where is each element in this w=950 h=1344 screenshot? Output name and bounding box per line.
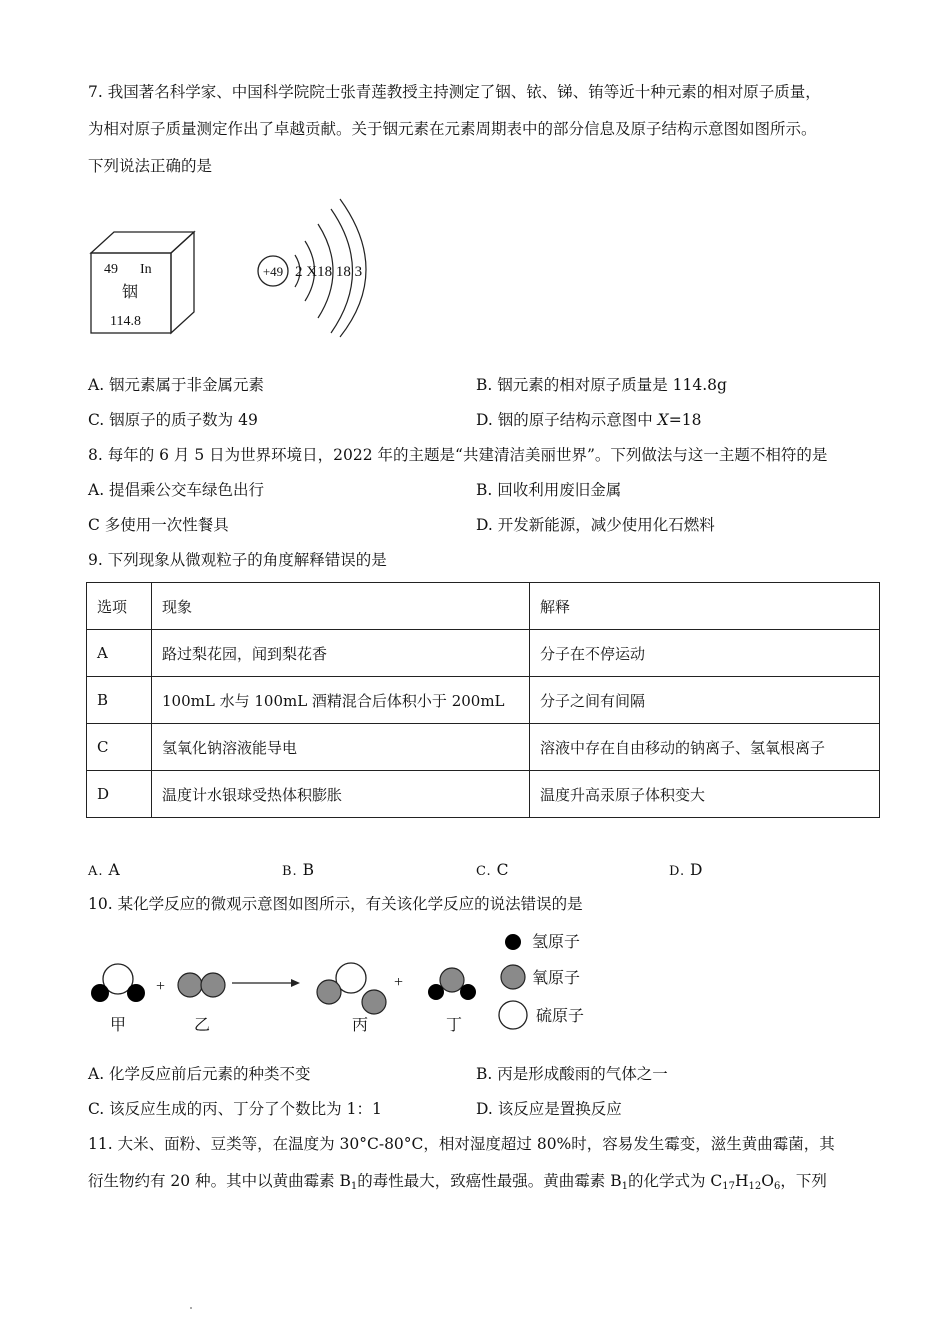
q8-option-a: A. 提倡乘公交车绿色出行 [88, 481, 265, 499]
element-cell-figure [86, 228, 198, 336]
q7-option-a: A. 铟元素属于非金属元素 [88, 376, 265, 394]
atomic-structure-figure [252, 194, 382, 338]
table-row [87, 677, 880, 724]
q10-stem: 10. 某化学反应的微观示意图如图所示，有关该化学反应的说法错误的是 [88, 895, 583, 913]
table-cell: 温度计水银球受热体积膨胀 [152, 771, 530, 818]
q8-option-c: C 多使用一次性餐具 [88, 516, 229, 534]
table-row [87, 771, 880, 818]
table-cell: B [87, 677, 152, 724]
legend-sulfur: 硫原子 [536, 1006, 585, 1025]
q9-stem: 9. 下列现象从微观粒子的角度解释错误的是 [88, 551, 387, 569]
table-cell: 溶液中存在自由移动的钠离子、氢氧根离子 [530, 724, 880, 771]
electron-shells: 2 X18 18 3 [295, 264, 363, 280]
q9-answer-a: A. A [88, 861, 120, 879]
table-cell: C [87, 724, 152, 771]
legend-oxygen: 氧原子 [532, 968, 581, 987]
q8-option-b: B. 回收利用废旧金属 [476, 481, 622, 499]
plus-sign: + [156, 978, 166, 995]
q10-option-b: B. 丙是形成酸雨的气体之一 [476, 1065, 668, 1083]
table-row [87, 724, 880, 771]
q7-option-c: C. 铟原子的质子数为 49 [88, 411, 258, 429]
q7-option-d: D. 铟的原子结构示意图中 X=18 [476, 411, 702, 429]
q11-stem-line-2: 衍生物约有 20 种。其中以黄曲霉素 $B_1$的毒性最大，致癌性最强。黄曲霉素 $B_1$的化学式为 $C_{17}H_{12}O_6$，下列 [88, 1172, 827, 1192]
element-mass: 114.8 [110, 314, 141, 329]
q10-option-c: C. 该反应生成的丙、丁分了个数比为 1：1 [88, 1100, 382, 1118]
table-header-cell: 现象 [152, 583, 530, 630]
plus-sign: + [394, 974, 404, 991]
q11-stem-line-1: 11. 大米、面粉、豆类等，在温度为 30°C-80°C，相对湿度超过 80%时，容易发生霉变，滋生黄曲霉菌，其 [88, 1135, 835, 1153]
q9-table [86, 582, 880, 818]
q7-stem-line-2: 为相对原子质量测定作出了卓越贡献。关于铟元素在元素周期表中的部分信息及原子结构示意图如图所示。 [88, 120, 817, 138]
table-cell: 路过梨花园，闻到梨花香 [152, 630, 530, 677]
label-bing: 丙 [352, 1015, 369, 1034]
q9-answer-d: D. D [669, 861, 703, 879]
molecule-yi [178, 973, 225, 997]
label-jia: 甲 [110, 1015, 127, 1034]
table-header-cell: 解释 [530, 583, 880, 630]
table-cell: 分子之间有间隔 [530, 677, 880, 724]
table-cell: 分子在不停运动 [530, 630, 880, 677]
element-symbol: In [140, 262, 152, 277]
q10-option-a: A. 化学反应前后元素的种类不变 [88, 1065, 311, 1083]
q10-option-d: D. 该反应是置换反应 [476, 1100, 622, 1118]
q7-stem-line-1: 7. 我国著名科学家、中国科学院院士张青莲教授主持测定了铟、铱、锑、铕等近十种元素的相对原子质量， [88, 83, 821, 101]
table-cell: 100mL 水与 100mL 酒精混合后体积小于 200mL [152, 677, 530, 724]
table-cell: A [87, 630, 152, 677]
table-cell: 氢氧化钠溶液能导电 [152, 724, 530, 771]
q9-answer-b: B. B [282, 861, 315, 879]
q8-option-d: D. 开发新能源，减少使用化石燃料 [476, 516, 715, 534]
table-cell: D [87, 771, 152, 818]
q7-option-b: B. 铟元素的相对原子质量是 114.8g [476, 376, 727, 394]
element-atomic-number: 49 [104, 262, 118, 277]
nucleus-charge: +49 [262, 264, 284, 279]
reaction-arrow-icon [291, 979, 300, 987]
label-ding: 丁 [446, 1015, 463, 1034]
table-header-cell: 选项 [87, 583, 152, 630]
molecule-jia [91, 964, 145, 1002]
label-yi: 乙 [194, 1015, 211, 1034]
reaction-diagram [86, 925, 616, 1040]
reaction-legend [499, 932, 584, 1029]
molecule-bing [317, 963, 386, 1014]
table-cell: 温度升高汞原子体积变大 [530, 771, 880, 818]
table-header-row [87, 583, 880, 630]
page-speck [190, 1307, 192, 1309]
q8-stem: 8. 每年的 6 月 5 日为世界环境日，2022 年的主题是“共建清洁美丽世界”。下列做法与这一主题不相符的是 [88, 446, 828, 464]
q9-answer-c: C. C [476, 861, 509, 879]
table-row [87, 630, 880, 677]
molecule-ding [428, 968, 476, 1000]
legend-hydrogen: 氢原子 [532, 932, 581, 951]
element-name: 铟 [122, 282, 139, 301]
q7-stem-line-3: 下列说法正确的是 [88, 157, 213, 175]
